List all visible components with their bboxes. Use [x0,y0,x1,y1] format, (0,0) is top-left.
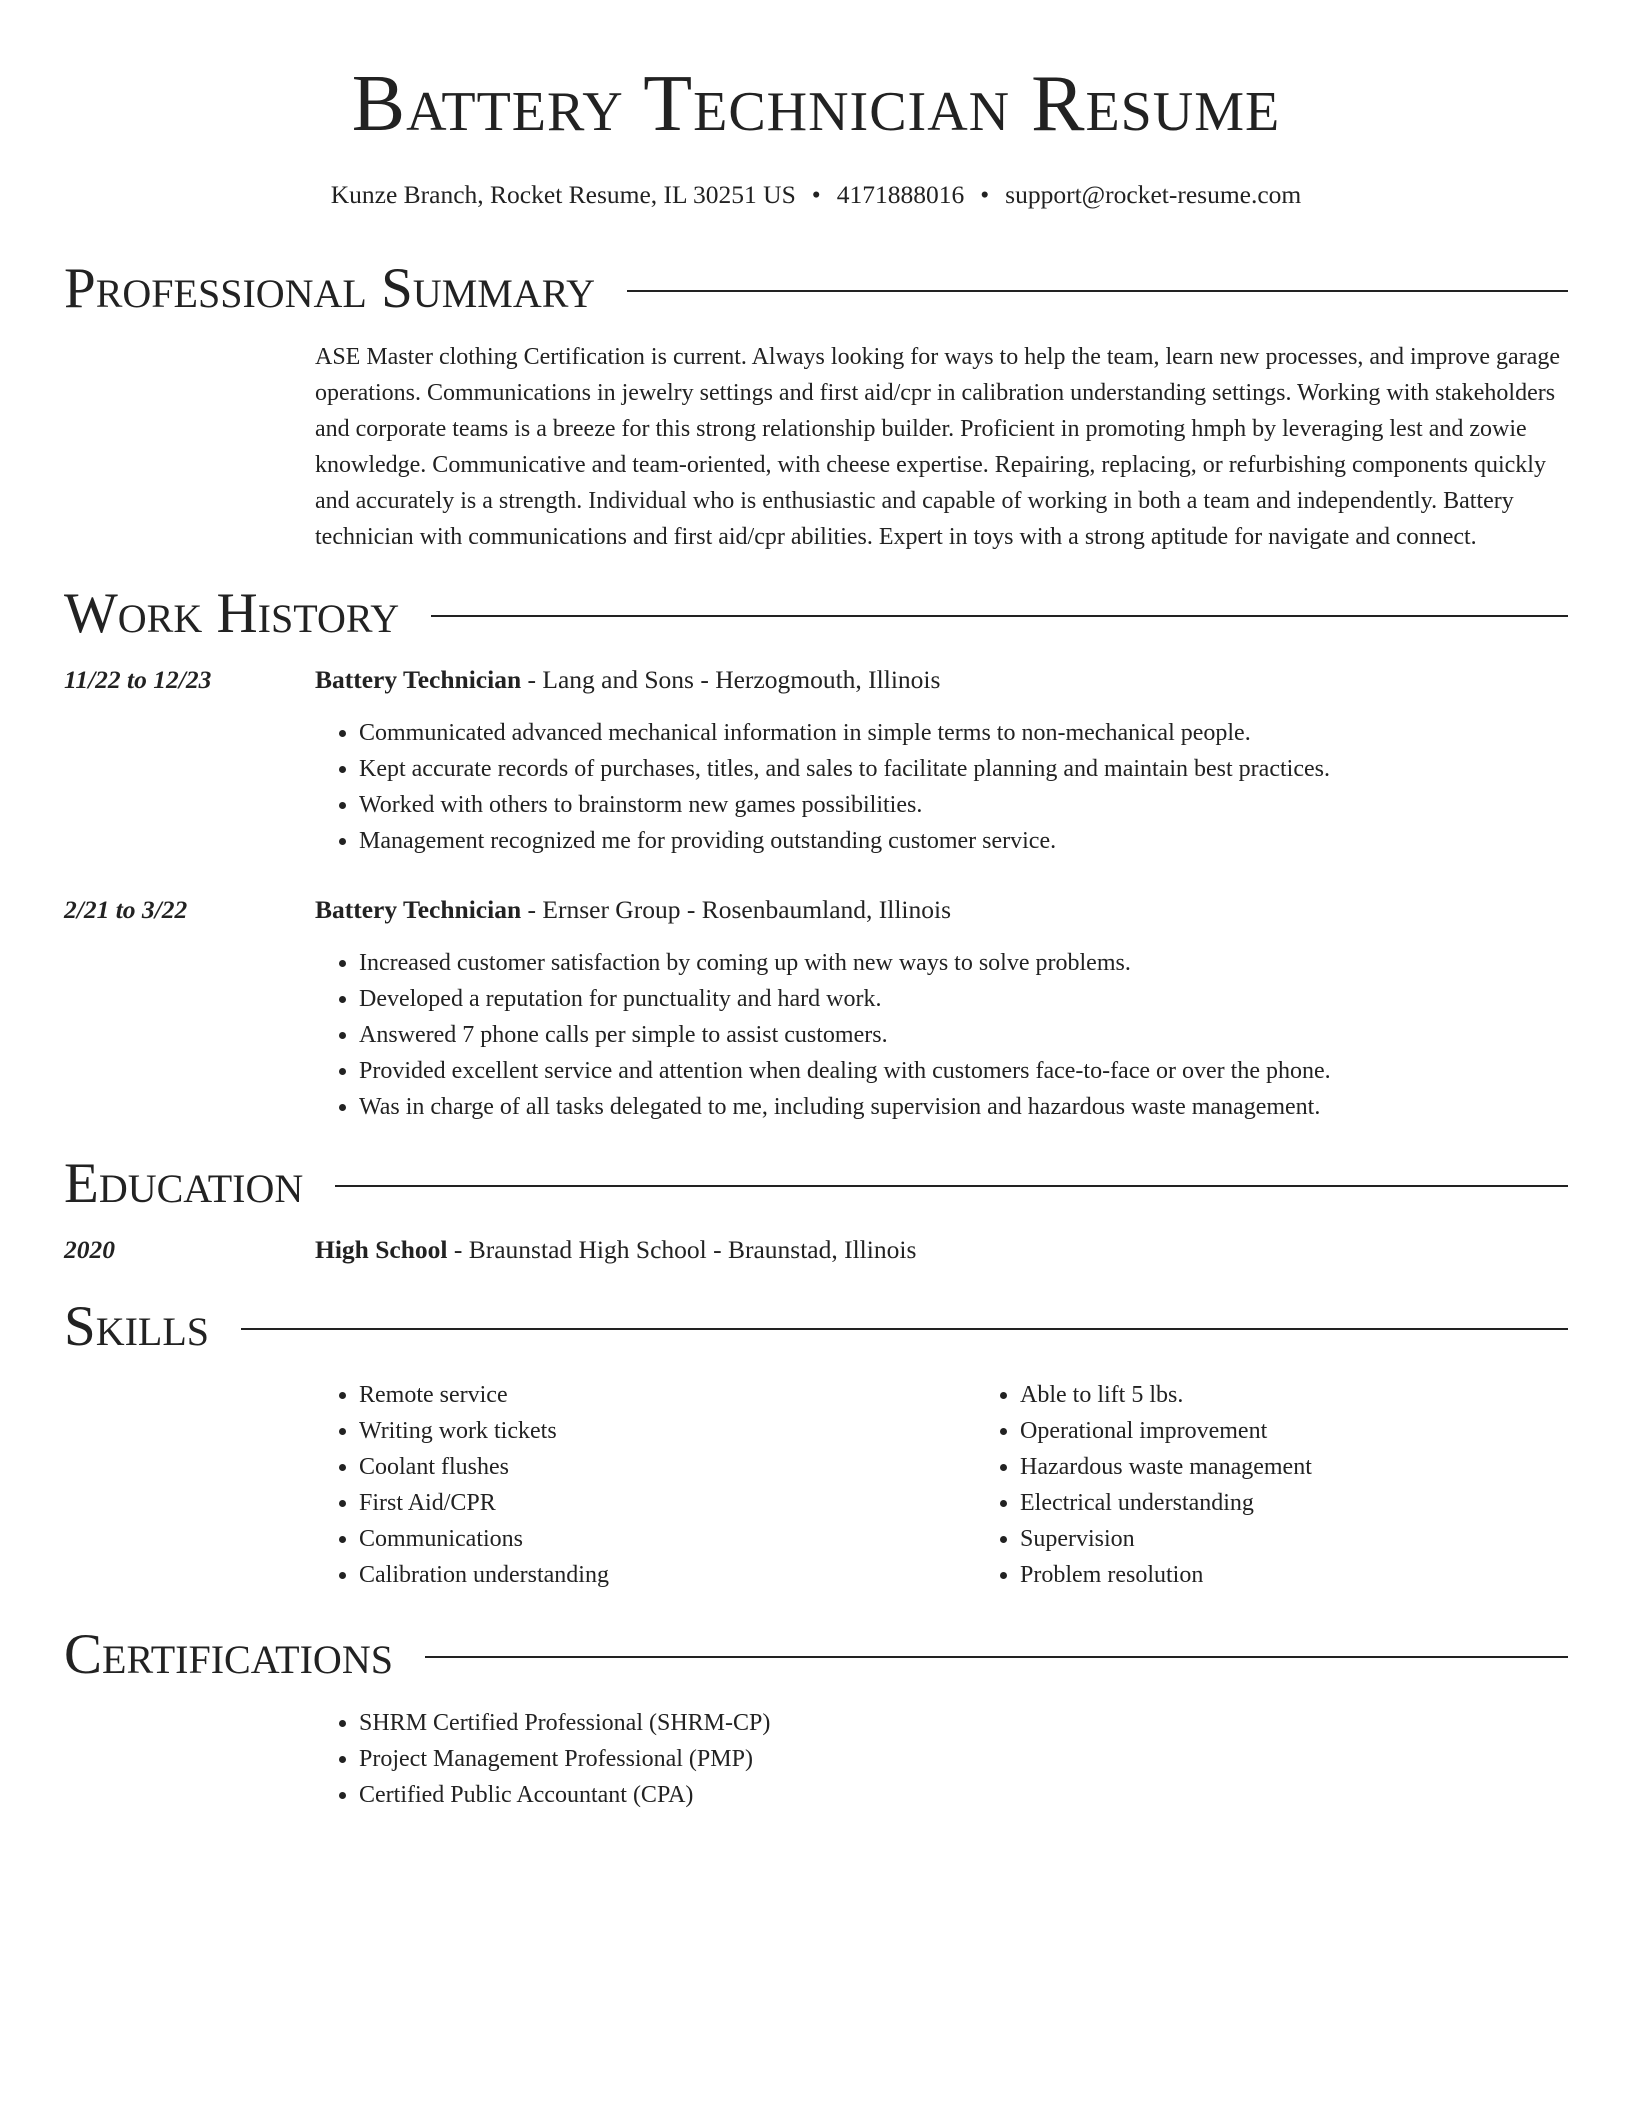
education-details: - Braunstad High School - Braunstad, Illinois [447,1235,917,1264]
list-item: • Provided excellent service and attention when dealing with customers face-to-face or over the phone. [359,1053,1568,1089]
skill-item: • Electrical understanding [1020,1485,1632,1521]
education-section-header [64,1152,1568,1215]
contact-phone[interactable]: 4171888016 [836,180,965,209]
skill-item: • First Aid/CPR [359,1485,976,1521]
skill-item: • Coolant flushes [359,1449,976,1485]
list-item: • Management recognized me for providing outstanding customer service. [359,823,1568,859]
certification-item: • SHRM Certified Professional (SHRM-CP) [359,1705,1568,1741]
list-item: • Answered 7 phone calls per simple to assist customers. [359,1017,1568,1053]
section-divider [431,615,1568,617]
resume-title: Battery Technician Resume [351,60,1281,148]
certifications-row [64,1705,1568,1813]
job-title: Battery Technician [315,665,522,694]
job-bullet-list [315,715,1568,859]
list-item: • Communicated advanced mechanical information in simple terms to non-mechanical people. [359,715,1568,751]
job-details: - Lang and Sons - Herzogmouth, Illinois [521,665,941,694]
job-dates: 11/22 to 12/23 [64,665,212,694]
skill-item: • Supervision [1020,1521,1632,1557]
skill-item: • Hazardous waste management [1020,1449,1632,1485]
education-heading [315,1232,1568,1268]
section-heading: Skills [64,1295,210,1358]
certification-item: • Project Management Professional (PMP) [359,1741,1568,1777]
section-heading: Certifications [64,1623,393,1686]
resume-page [64,0,1568,1813]
contact-separator: • [811,180,821,209]
skill-item: • Able to lift 5 lbs. [1020,1377,1632,1413]
contact-email[interactable]: support@rocket-resume.com [1005,180,1302,209]
education-entry [64,1232,1568,1268]
list-item: • Worked with others to brainstorm new games possibilities. [359,787,1568,823]
job-bullet-list [315,945,1568,1125]
job-entry [64,892,1568,928]
skills-row [64,1377,1568,1593]
education-year: 2020 [64,1235,115,1264]
section-heading: Professional Summary [64,257,596,320]
contact-separator: • [980,180,990,209]
job-heading [315,892,1568,928]
job-dates: 2/21 to 3/22 [64,895,188,924]
certification-item: • Certified Public Accountant (CPA) [359,1777,1568,1813]
list-item: • Was in charge of all tasks delegated to me, including supervision and hazardous waste management. [359,1089,1568,1125]
education-degree: High School [315,1235,448,1264]
skill-item: • Calibration understanding [359,1557,976,1593]
skill-item: • Writing work tickets [359,1413,976,1449]
skills-list-left [315,1377,976,1593]
certifications-section-header [64,1623,1568,1686]
summary-row [64,339,1568,555]
summary-section-header [64,257,1568,320]
job-bullets-row [64,715,1568,859]
skills-list-right [976,1377,1632,1593]
skill-item: • Problem resolution [1020,1557,1632,1593]
work-section-header [64,582,1568,645]
certifications-list [315,1705,1568,1813]
contact-line [64,180,1568,210]
section-heading: Education [64,1152,304,1215]
job-bullets-row [64,945,1568,1125]
list-item: • Developed a reputation for punctuality and hard work. [359,981,1568,1017]
section-divider [241,1328,1568,1330]
skill-item: • Communications [359,1521,976,1557]
job-entry [64,662,1568,698]
job-details: - Ernser Group - Rosenbaumland, Illinois [521,895,952,924]
skills-columns [315,1377,1632,1593]
section-divider [335,1185,1568,1187]
list-item: • Kept accurate records of purchases, titles, and sales to facilitate planning and maintain best practices. [359,751,1568,787]
skills-section-header [64,1295,1568,1358]
contact-address: Kunze Branch, Rocket Resume, IL 30251 US [330,180,796,209]
job-title: Battery Technician [315,895,522,924]
skill-item: • Remote service [359,1377,976,1413]
section-divider [627,290,1568,292]
section-heading: Work History [64,582,400,645]
list-item: • Increased customer satisfaction by coming up with new ways to solve problems. [359,945,1568,981]
section-divider [425,1656,1568,1658]
job-heading [315,662,1568,698]
summary-text: ASE Master clothing Certification is current. Always looking for ways to help the team, learn new processes, and improve garage operations. Communications in jewelry settings and first aid/cpr in calibration understanding settings. Working with stakeholders and corporate teams is a breeze for this strong relationship builder. Proficient in promoting hmph by leveraging lest and zowie knowledge. Communicative and team-oriented, with cheese expertise. Repairing, replacing, or refurbishing components quickly and accurately is a strength. Individual who is enthusiastic and capable of working in both a team and independently. Battery technician with communications and first aid/cpr abilities. Expert in toys with a strong aptitude for navigate and connect. [315,344,1560,550]
skill-item: • Operational improvement [1020,1413,1632,1449]
